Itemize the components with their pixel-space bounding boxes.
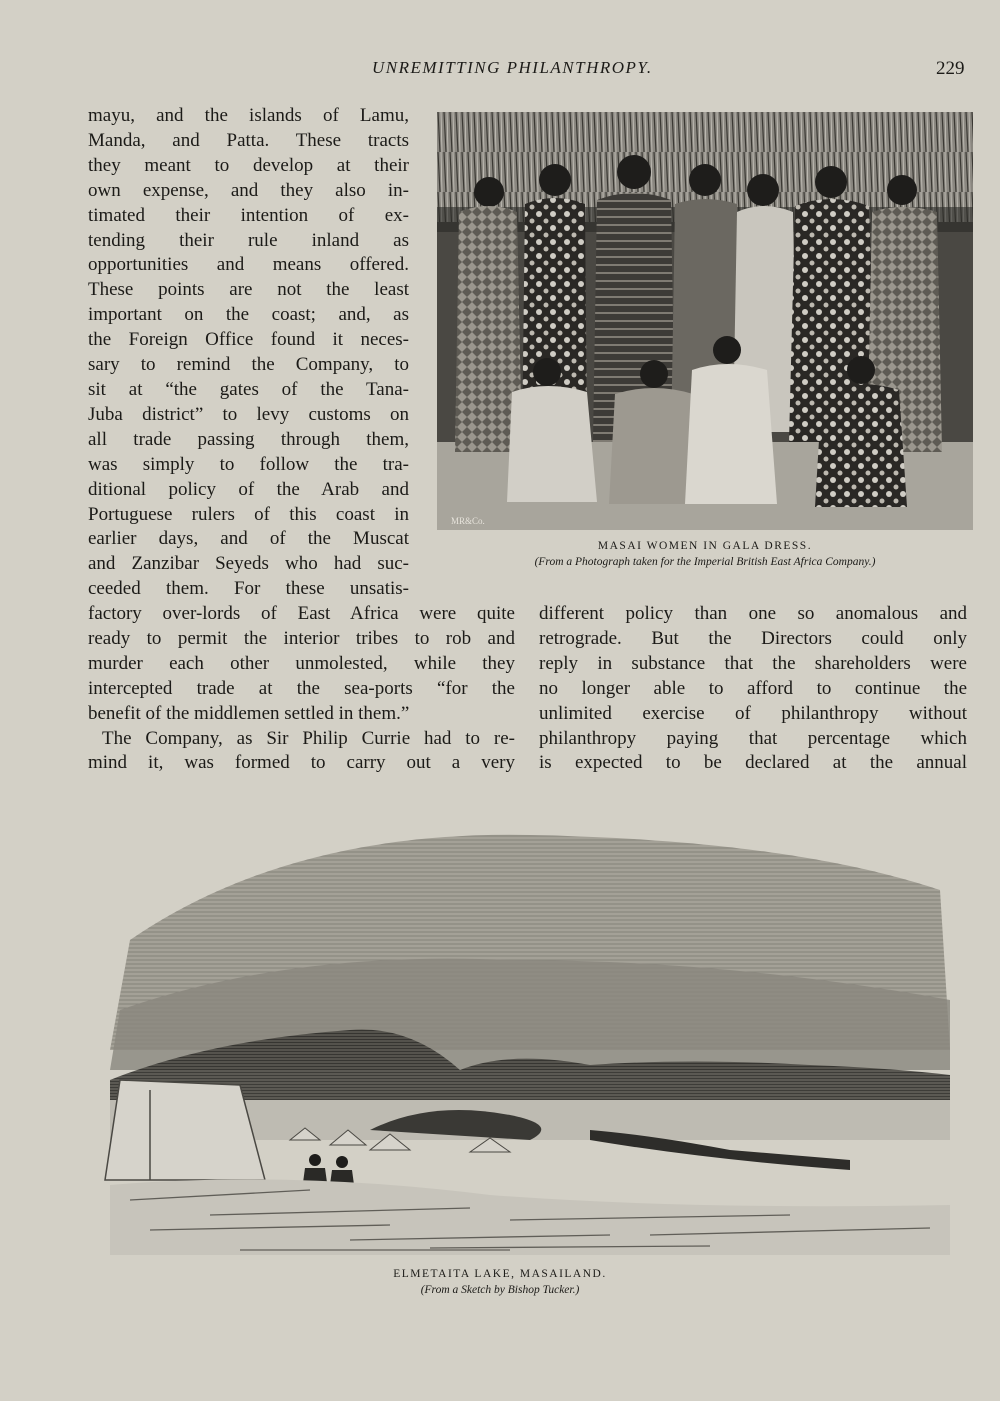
text-line: important on the coast; and, as: [88, 304, 409, 326]
text-line: ready to permit the interior tribes to rob and: [88, 627, 515, 649]
running-title: UNREMITTING PHILANTHROPY.: [372, 58, 653, 77]
text-line: ditional policy of the Arab and: [88, 478, 409, 500]
text-line: These points are not the least: [88, 279, 409, 301]
text-line: philanthropy paying that percentage which: [539, 727, 967, 749]
text-line: all trade passing through them,: [88, 428, 409, 450]
figure2-caption: [300, 1268, 700, 1296]
text-line: mind it, was formed to carry out a very: [88, 752, 515, 774]
masai-women-photo: [437, 112, 973, 530]
text-column-left: [88, 602, 515, 776]
text-line: is expected to be declared at the annual: [539, 752, 967, 774]
engraver-mark: MR&Co.: [451, 516, 485, 526]
page-number: 229: [936, 58, 965, 79]
text-line: unlimited exercise of philanthropy without: [539, 702, 967, 724]
text-line: benefit of the middlemen settled in them.”: [88, 702, 410, 724]
text-line: Portuguese rulers of this coast in: [88, 503, 409, 525]
text-line: intercepted trade at the sea-ports “for the: [88, 677, 515, 699]
text-line: Manda, and Patta. These tracts: [88, 129, 409, 151]
figure2-caption-title: ELMETAITA LAKE, MASAILAND.: [393, 1268, 607, 1280]
text-line: The Company, as Sir Philip Currie had to re-: [102, 727, 515, 749]
text-line: the Foreign Office found it neces-: [88, 329, 409, 351]
figure1-caption-title: MASAI WOMEN IN GALA DRESS.: [597, 540, 813, 552]
text-line: was simply to follow the tra-: [88, 453, 409, 475]
text-line: and Zanzibar Seyeds who had suc-: [88, 553, 409, 575]
text-line: ceeded them. For these unsatis-: [88, 578, 409, 600]
text-line: tending their rule inland as: [88, 229, 409, 251]
text-line: retrograde. But the Directors could only: [539, 627, 967, 649]
text-line: timated their intention of ex-: [88, 204, 409, 226]
text-line: mayu, and the islands of Lamu,: [88, 105, 409, 126]
text-line: Juba district” to levy customs on: [88, 403, 409, 425]
text-line: opportunities and means offered.: [88, 254, 409, 276]
text-line: different policy than one so anomalous and: [539, 603, 967, 624]
tent: [105, 1080, 265, 1180]
text-line: they meant to develop at their: [88, 154, 409, 176]
text-column-top: [88, 104, 409, 602]
figure1-caption: [437, 540, 973, 568]
text-line: no longer able to afford to continue the: [539, 677, 967, 699]
text-line: murder each other unmolested, while they: [88, 652, 515, 674]
text-column-right: [539, 602, 967, 776]
text-line: own expense, and they also in-: [88, 179, 409, 201]
text-line: earlier days, and of the Muscat: [88, 528, 409, 550]
text-line: factory over-lords of East Africa were quite: [88, 603, 515, 624]
figure2-caption-credit: (From a Sketch by Bishop Tucker.): [420, 1284, 580, 1296]
page-header: [0, 58, 1000, 88]
elmetaita-lake-sketch: [90, 810, 970, 1255]
text-line: sary to remind the Company, to: [88, 354, 409, 376]
text-line: reply in substance that the shareholders were: [539, 652, 967, 674]
text-line: sit at “the gates of the Tana-: [88, 378, 409, 400]
figure1-caption-credit: (From a Photograph taken for the Imperial British East Africa Company.): [534, 556, 876, 568]
